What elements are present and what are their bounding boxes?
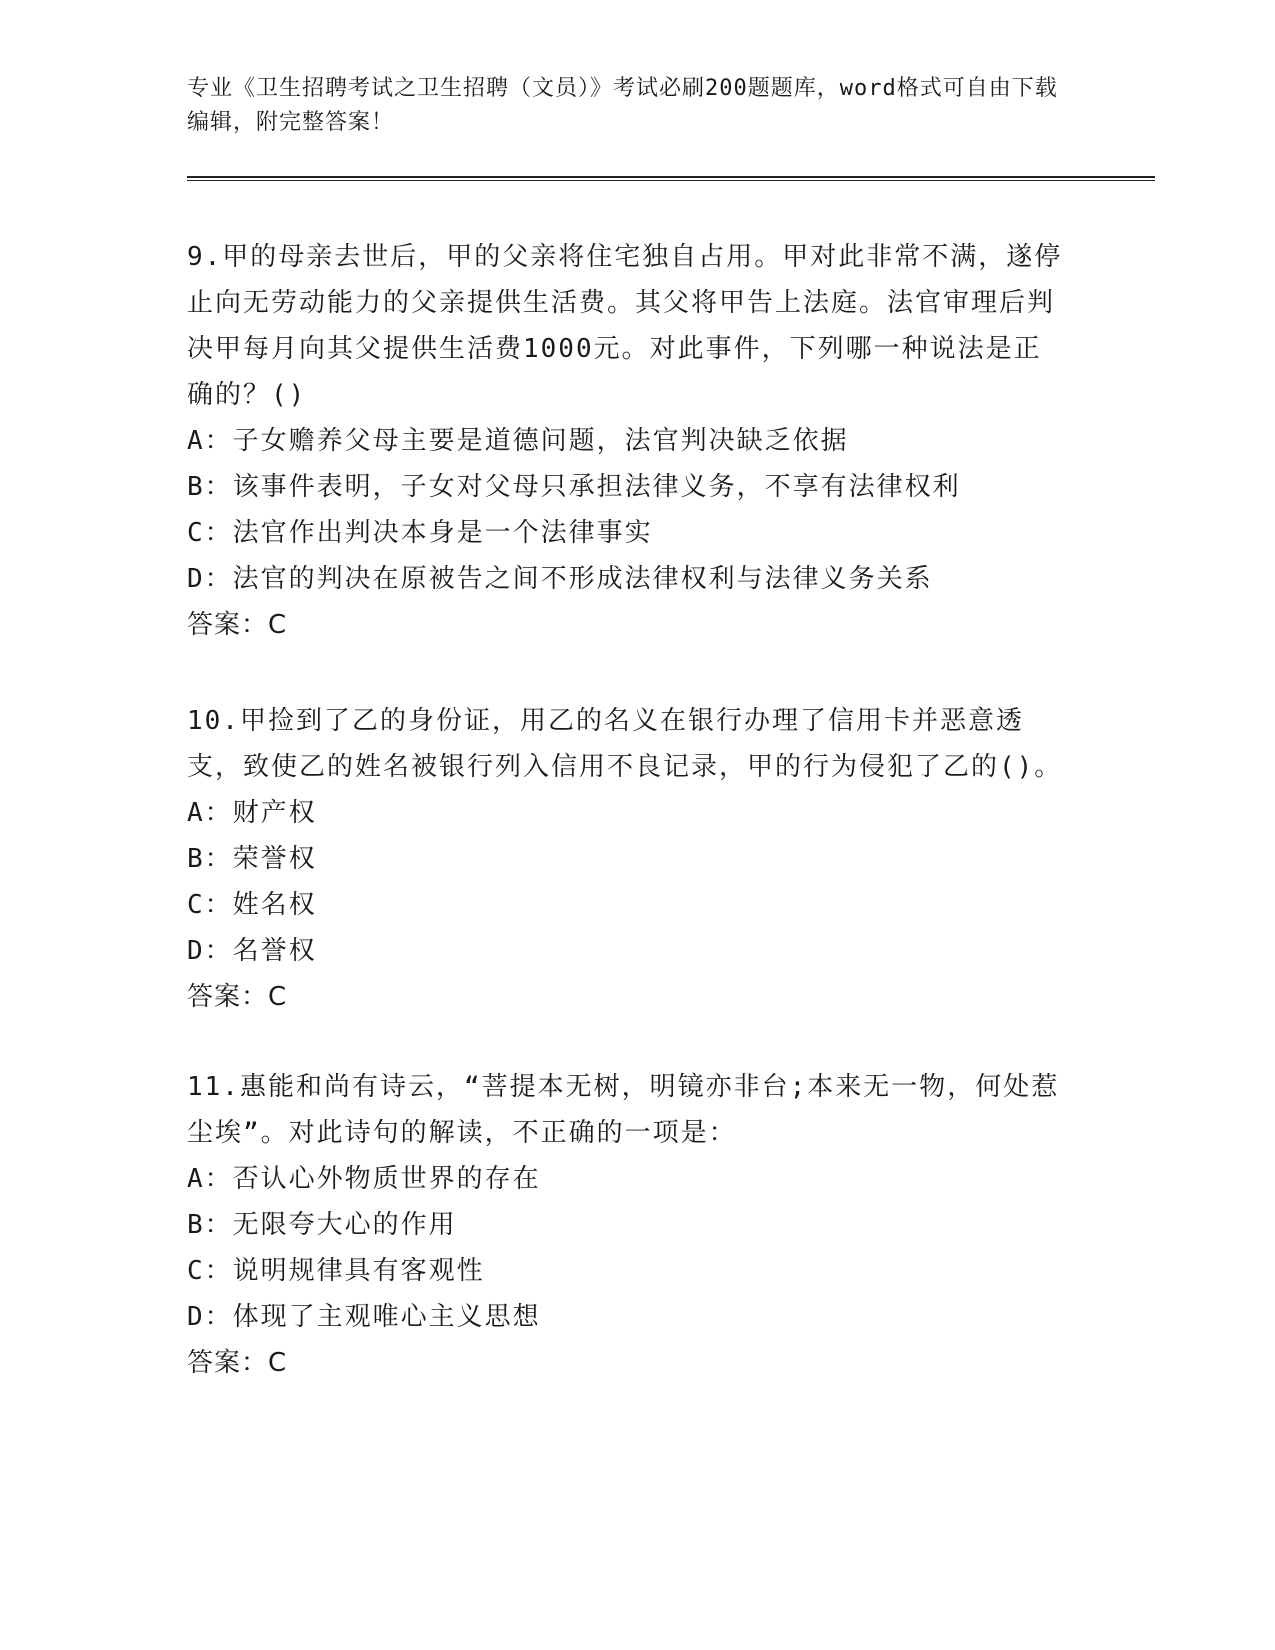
- option-c: C：姓名权: [187, 890, 317, 920]
- option-a: A：子女赡养父母主要是道德问题，法官判决缺乏依据: [187, 426, 849, 456]
- question-10: [187, 698, 1067, 1020]
- answer-line: 答案：C: [187, 610, 288, 640]
- question-11: [187, 1064, 1067, 1386]
- option-b: B：荣誉权: [187, 844, 317, 874]
- answer-line: 答案：C: [187, 982, 288, 1012]
- question-stem: 9.甲的母亲去世后，甲的父亲将住宅独自占用。甲对此非常不满，遂停止向无劳动能力的父亲提供生活费。其父将甲告上法庭。法官审理后判决甲每月向其父提供生活费1000元。对此事件，下列哪一种说法是正确的？(): [187, 242, 1063, 410]
- header-divider: [187, 176, 1155, 181]
- option-d: D：体现了主观唯心主义思想: [187, 1302, 541, 1332]
- option-b: B：无限夸大心的作用: [187, 1210, 457, 1240]
- option-a: A：否认心外物质世界的存在: [187, 1164, 541, 1194]
- question-9: [187, 234, 1067, 648]
- answer-line: 答案：C: [187, 1348, 288, 1378]
- document-header: 专业《卫生招聘考试之卫生招聘（文员）》考试必刷200题题库，word格式可自由下载编辑，附完整答案！: [187, 76, 1058, 135]
- question-stem: 11.惠能和尚有诗云，“菩提本无树，明镜亦非台;本来无一物，何处惹尘埃”。对此诗句的解读，不正确的一项是：: [187, 1072, 1060, 1148]
- option-d: D：名誉权: [187, 936, 317, 966]
- option-c: C：说明规律具有客观性: [187, 1256, 485, 1286]
- question-stem: 10.甲捡到了乙的身份证，用乙的名义在银行办理了信用卡并恶意透支，致使乙的姓名被银行列入信用不良记录，甲的行为侵犯了乙的()。: [187, 706, 1063, 782]
- option-c: C：法官作出判决本身是一个法律事实: [187, 518, 653, 548]
- option-d: D：法官的判决在原被告之间不形成法律权利与法律义务关系: [187, 564, 933, 594]
- option-a: A：财产权: [187, 798, 317, 828]
- option-b: B：该事件表明，子女对父母只承担法律义务，不享有法律权利: [187, 472, 961, 502]
